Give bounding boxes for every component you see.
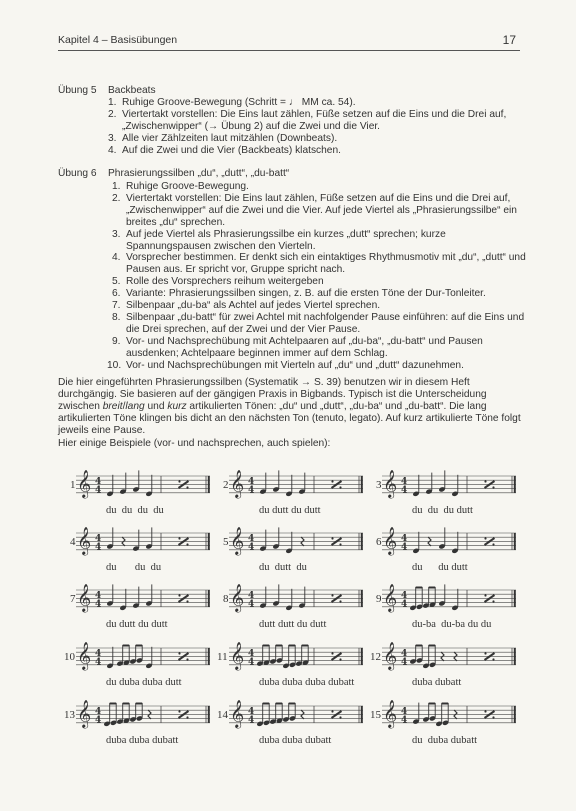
time-signature: 4: [248, 591, 255, 601]
example-number: 13: [64, 709, 75, 721]
time-signature: 4: [401, 715, 408, 726]
example-number: 1: [70, 479, 76, 491]
phrasing-syllables: du du du: [106, 562, 162, 573]
time-signature: 4: [248, 715, 255, 726]
time-signature: 4: [248, 477, 255, 487]
time-signature: 4: [95, 715, 102, 726]
rhythm-example: [70, 527, 210, 574]
repeat-dot: [492, 543, 494, 545]
rhythm-example: [70, 584, 210, 631]
list-item: 4. Vorsprecher bestimmen. Er denkt sich ein eintaktiges Rhythmusmotiv mit „du“, „dutt“ und Pausen aus. Er spricht vor, Gruppe spricht nach.: [112, 252, 526, 276]
quarter-note: [285, 532, 292, 554]
time-signature: 4: [401, 591, 408, 601]
repeat-dot: [484, 652, 486, 654]
exercise-6-title: Phrasierungssilben „du“, „dutt“, „du-batt“: [108, 168, 290, 179]
quarter-note: [106, 527, 113, 549]
quarter-note: [451, 532, 458, 554]
time-signature: 4: [401, 657, 408, 668]
treble-clef-icon: 𝄞: [77, 469, 92, 498]
quarter-note: [412, 532, 419, 554]
example-number: 7: [70, 593, 76, 605]
time-signature: 4: [401, 534, 408, 544]
quarter-note: [106, 647, 113, 669]
repeat-dot: [186, 600, 188, 602]
rhythm-example: [223, 527, 363, 574]
phrasing-syllables: du-ba du-ba du du: [412, 619, 492, 630]
treble-clef-icon: 𝄞: [230, 469, 245, 498]
quarter-note: [145, 647, 152, 669]
list-item: 10. Vor- und Nachsprechübungen mit Vierteln auf „du“ und „dutt“ dazunehmen.: [107, 359, 464, 371]
repeat-dot: [331, 537, 333, 539]
quarter-note: [145, 584, 152, 606]
example-number: 14: [217, 709, 228, 721]
quarter-note: [438, 584, 445, 606]
list-item: 3. Auf jede Viertel als Phrasierungssilbe ein kurzes „dutt“ sprechen; kurze Spannungspausen zwischen den Vierteln.: [112, 228, 446, 252]
example-number: 4: [70, 536, 76, 548]
time-signature: 4: [248, 649, 255, 659]
example-number: 6: [376, 536, 382, 548]
rhythm-example: [376, 470, 516, 517]
quarter-note: [145, 475, 152, 497]
explanation-paragraph: Die hier eingeführten Phrasierungssilben (Systematik → S. 39) benutzen wir in diesem Heft durchgängig. Sie basieren auf der gängigen Praxis in Bigbands. Typisch ist die Unterscheidung zwischen breit/lang und kurz artikulierten Tönen: „du“ und „dutt“, „du-ba“ und „du-batt“. Die lang artikulierten Töne klingen bis dicht an den nächsten Ton (tenuto, legato). Auf kurz artikulierte Töne folgt jeweils eine Pause.: [58, 377, 521, 436]
phrasing-syllables: duba duba dubatt: [259, 735, 332, 746]
treble-clef-icon: 𝄞: [383, 641, 398, 670]
quarter-note: [272, 470, 279, 492]
time-signature: 4: [95, 591, 102, 601]
repeat-dot: [339, 658, 341, 660]
quarter-note: [272, 584, 279, 606]
list-item: 8. Silbenpaar „du-batt“ für zwei Achtel mit nachfolgender Pause einführen: auf die Eins und die Drei sprechen, auf der Zwei und der Vier Pause.: [112, 311, 525, 335]
time-signature: 4: [248, 657, 255, 668]
rhythm-example: [376, 584, 516, 631]
repeat-dot: [331, 652, 333, 654]
example-number: 11: [217, 651, 228, 663]
example-number: 9: [376, 593, 382, 605]
quarter-note: [438, 527, 445, 549]
time-signature: 4: [401, 485, 408, 496]
phrasing-syllables: du duba dubatt: [412, 735, 478, 746]
time-signature: 4: [95, 649, 102, 659]
repeat-dot: [339, 543, 341, 545]
treble-clef-icon: 𝄞: [230, 583, 245, 612]
time-signature: 4: [95, 599, 102, 610]
repeat-dot: [492, 658, 494, 660]
example-number: 3: [376, 479, 382, 491]
phrasing-syllables: du du dutt: [412, 562, 468, 573]
repeat-dot: [492, 600, 494, 602]
quarter-note: [106, 584, 113, 606]
time-signature: 4: [248, 707, 255, 717]
rhythm-example: [376, 527, 516, 574]
repeat-dot: [339, 600, 341, 602]
repeat-dot: [492, 716, 494, 718]
phrasing-syllables: du dutt du dutt: [259, 505, 321, 516]
quarter-note: [285, 475, 292, 497]
repeat-dot: [339, 716, 341, 718]
list-item: 3. Alle vier Zählzeiten laut mitzählen (Downbeats).: [108, 132, 338, 144]
quarter-note: [412, 475, 419, 497]
repeat-dot: [186, 486, 188, 488]
phrasing-syllables: du du du dutt: [412, 505, 473, 516]
repeat-dot: [331, 710, 333, 712]
list-item: 1. Ruhige Groove-Bewegung.: [112, 181, 249, 192]
phrasing-syllables: duba duba duba dubatt: [259, 677, 355, 688]
time-signature: 4: [401, 542, 408, 553]
quarter-note: [285, 589, 292, 611]
repeat-dot: [331, 594, 333, 596]
rhythm-example: [223, 584, 363, 631]
quarter-note: [145, 527, 152, 549]
chapter-title: Kapitel 4 – Basisübungen: [58, 34, 178, 46]
repeat-dot: [331, 480, 333, 482]
repeat-dot: [484, 480, 486, 482]
example-number: 2: [223, 479, 229, 491]
example-number: 12: [370, 651, 381, 663]
list-item: 5. Rolle des Vorsprechers reihum weitergeben: [112, 276, 324, 288]
repeat-dot: [178, 594, 180, 596]
rhythm-example: [70, 470, 210, 517]
repeat-dot: [178, 652, 180, 654]
treble-clef-icon: 𝄞: [77, 641, 92, 670]
treble-clef-icon: 𝄞: [383, 526, 398, 555]
example-number: 15: [370, 709, 381, 721]
repeat-dot: [186, 658, 188, 660]
rhythm-example: [370, 642, 516, 689]
quarter-note: [451, 475, 458, 497]
quarter-note: [132, 470, 139, 492]
phrasing-syllables: du dutt du dutt: [106, 619, 168, 630]
time-signature: 4: [248, 542, 255, 553]
phrasing-syllables: du du du du: [106, 505, 164, 516]
repeat-dot: [492, 486, 494, 488]
time-signature: 4: [95, 707, 102, 717]
quarter-note: [451, 589, 458, 611]
rhythm-example: [370, 700, 516, 747]
treble-clef-icon: 𝄞: [383, 583, 398, 612]
quarter-note: [272, 527, 279, 549]
time-signature: 4: [95, 534, 102, 544]
list-item: 2. Viertertakt vorstellen: Die Eins laut zählen, Füße setzen auf die Eins und die Drei auf, „Zwischenwipper“ auf die Zwei und die Vier. Auf jede Viertel als „Phrasierungssilbe“ ein breites „du“ sprechen.: [112, 192, 517, 228]
exercise-6-label: Übung 6: [58, 168, 97, 179]
time-signature: 4: [401, 707, 408, 717]
example-number: 10: [64, 651, 75, 663]
phrasing-syllables: du dutt du: [259, 562, 307, 573]
exercise-5-title: Backbeats: [108, 85, 156, 96]
time-signature: 4: [248, 485, 255, 496]
list-item: 2. Viertertakt vorstellen: Die Eins laut zählen, Füße setzen auf die Eins und die Drei auf, „Zwischenwipper“ (→ Übung 2) auf die Zwei und die Vier.: [108, 108, 507, 132]
list-item: 7. Silbenpaar „du-ba“ als Achtel auf jedes Viertel sprechen.: [112, 300, 381, 312]
list-item: 9. Vor- und Nachsprechübung mit Achtelpaaren auf „du-ba“, „du-batt“ und Pausen ausdenken; Achtelpaare beginnen immer auf dem Schlag.: [112, 335, 483, 359]
phrasing-syllables: dutt dutt du dutt: [259, 619, 327, 630]
repeat-dot: [484, 710, 486, 712]
treble-clef-icon: 𝄞: [383, 469, 398, 498]
repeat-dot: [186, 716, 188, 718]
treble-clef-icon: 𝄞: [230, 641, 245, 670]
time-signature: 4: [95, 485, 102, 496]
rhythm-example: [64, 700, 210, 747]
rhythm-example: [223, 470, 363, 517]
treble-clef-icon: 𝄞: [230, 699, 245, 728]
rhythm-example: [64, 642, 210, 689]
repeat-dot: [484, 537, 486, 539]
phrasing-syllables: du duba duba dutt: [106, 677, 182, 688]
repeat-dot: [484, 594, 486, 596]
treble-clef-icon: 𝄞: [230, 526, 245, 555]
repeat-dot: [186, 543, 188, 545]
time-signature: 4: [95, 657, 102, 668]
exercise-5-label: Übung 5: [58, 85, 97, 96]
list-item: 6. Variante: Phrasierungssilben singen, z. B. auf die ersten Töne der Dur-Tonleiter.: [112, 288, 486, 300]
phrasing-syllables: duba duba dubatt: [106, 735, 179, 746]
rhythm-example: [217, 642, 363, 689]
rhythm-example: [217, 700, 363, 747]
examples-intro: Hier einige Beispiele (vor- und nachsprechen, auch spielen):: [58, 438, 331, 449]
quarter-note: [438, 470, 445, 492]
treble-clef-icon: 𝄞: [383, 699, 398, 728]
page-number: 17: [502, 33, 516, 47]
list-item: 4. Auf die Zwei und die Vier (Backbeats) klatschen.: [108, 144, 341, 156]
time-signature: 4: [401, 599, 408, 610]
treble-clef-icon: 𝄞: [77, 583, 92, 612]
repeat-dot: [178, 710, 180, 712]
time-signature: 4: [248, 534, 255, 544]
repeat-dot: [178, 480, 180, 482]
quarter-note: [106, 475, 113, 497]
treble-clef-icon: 𝄞: [77, 526, 92, 555]
example-number: 8: [223, 593, 229, 605]
time-signature: 4: [401, 477, 408, 487]
example-number: 5: [223, 536, 229, 548]
time-signature: 4: [248, 599, 255, 610]
time-signature: 4: [401, 649, 408, 659]
time-signature: 4: [95, 542, 102, 553]
repeat-dot: [339, 486, 341, 488]
repeat-dot: [178, 537, 180, 539]
time-signature: 4: [95, 477, 102, 487]
list-item: 1. Ruhige Groove-Bewegung (Schritt = ♩ MM ca. 54).: [108, 97, 356, 108]
quarter-note: [119, 589, 126, 611]
phrasing-syllables: duba dubatt: [412, 677, 462, 688]
treble-clef-icon: 𝄞: [77, 699, 92, 728]
